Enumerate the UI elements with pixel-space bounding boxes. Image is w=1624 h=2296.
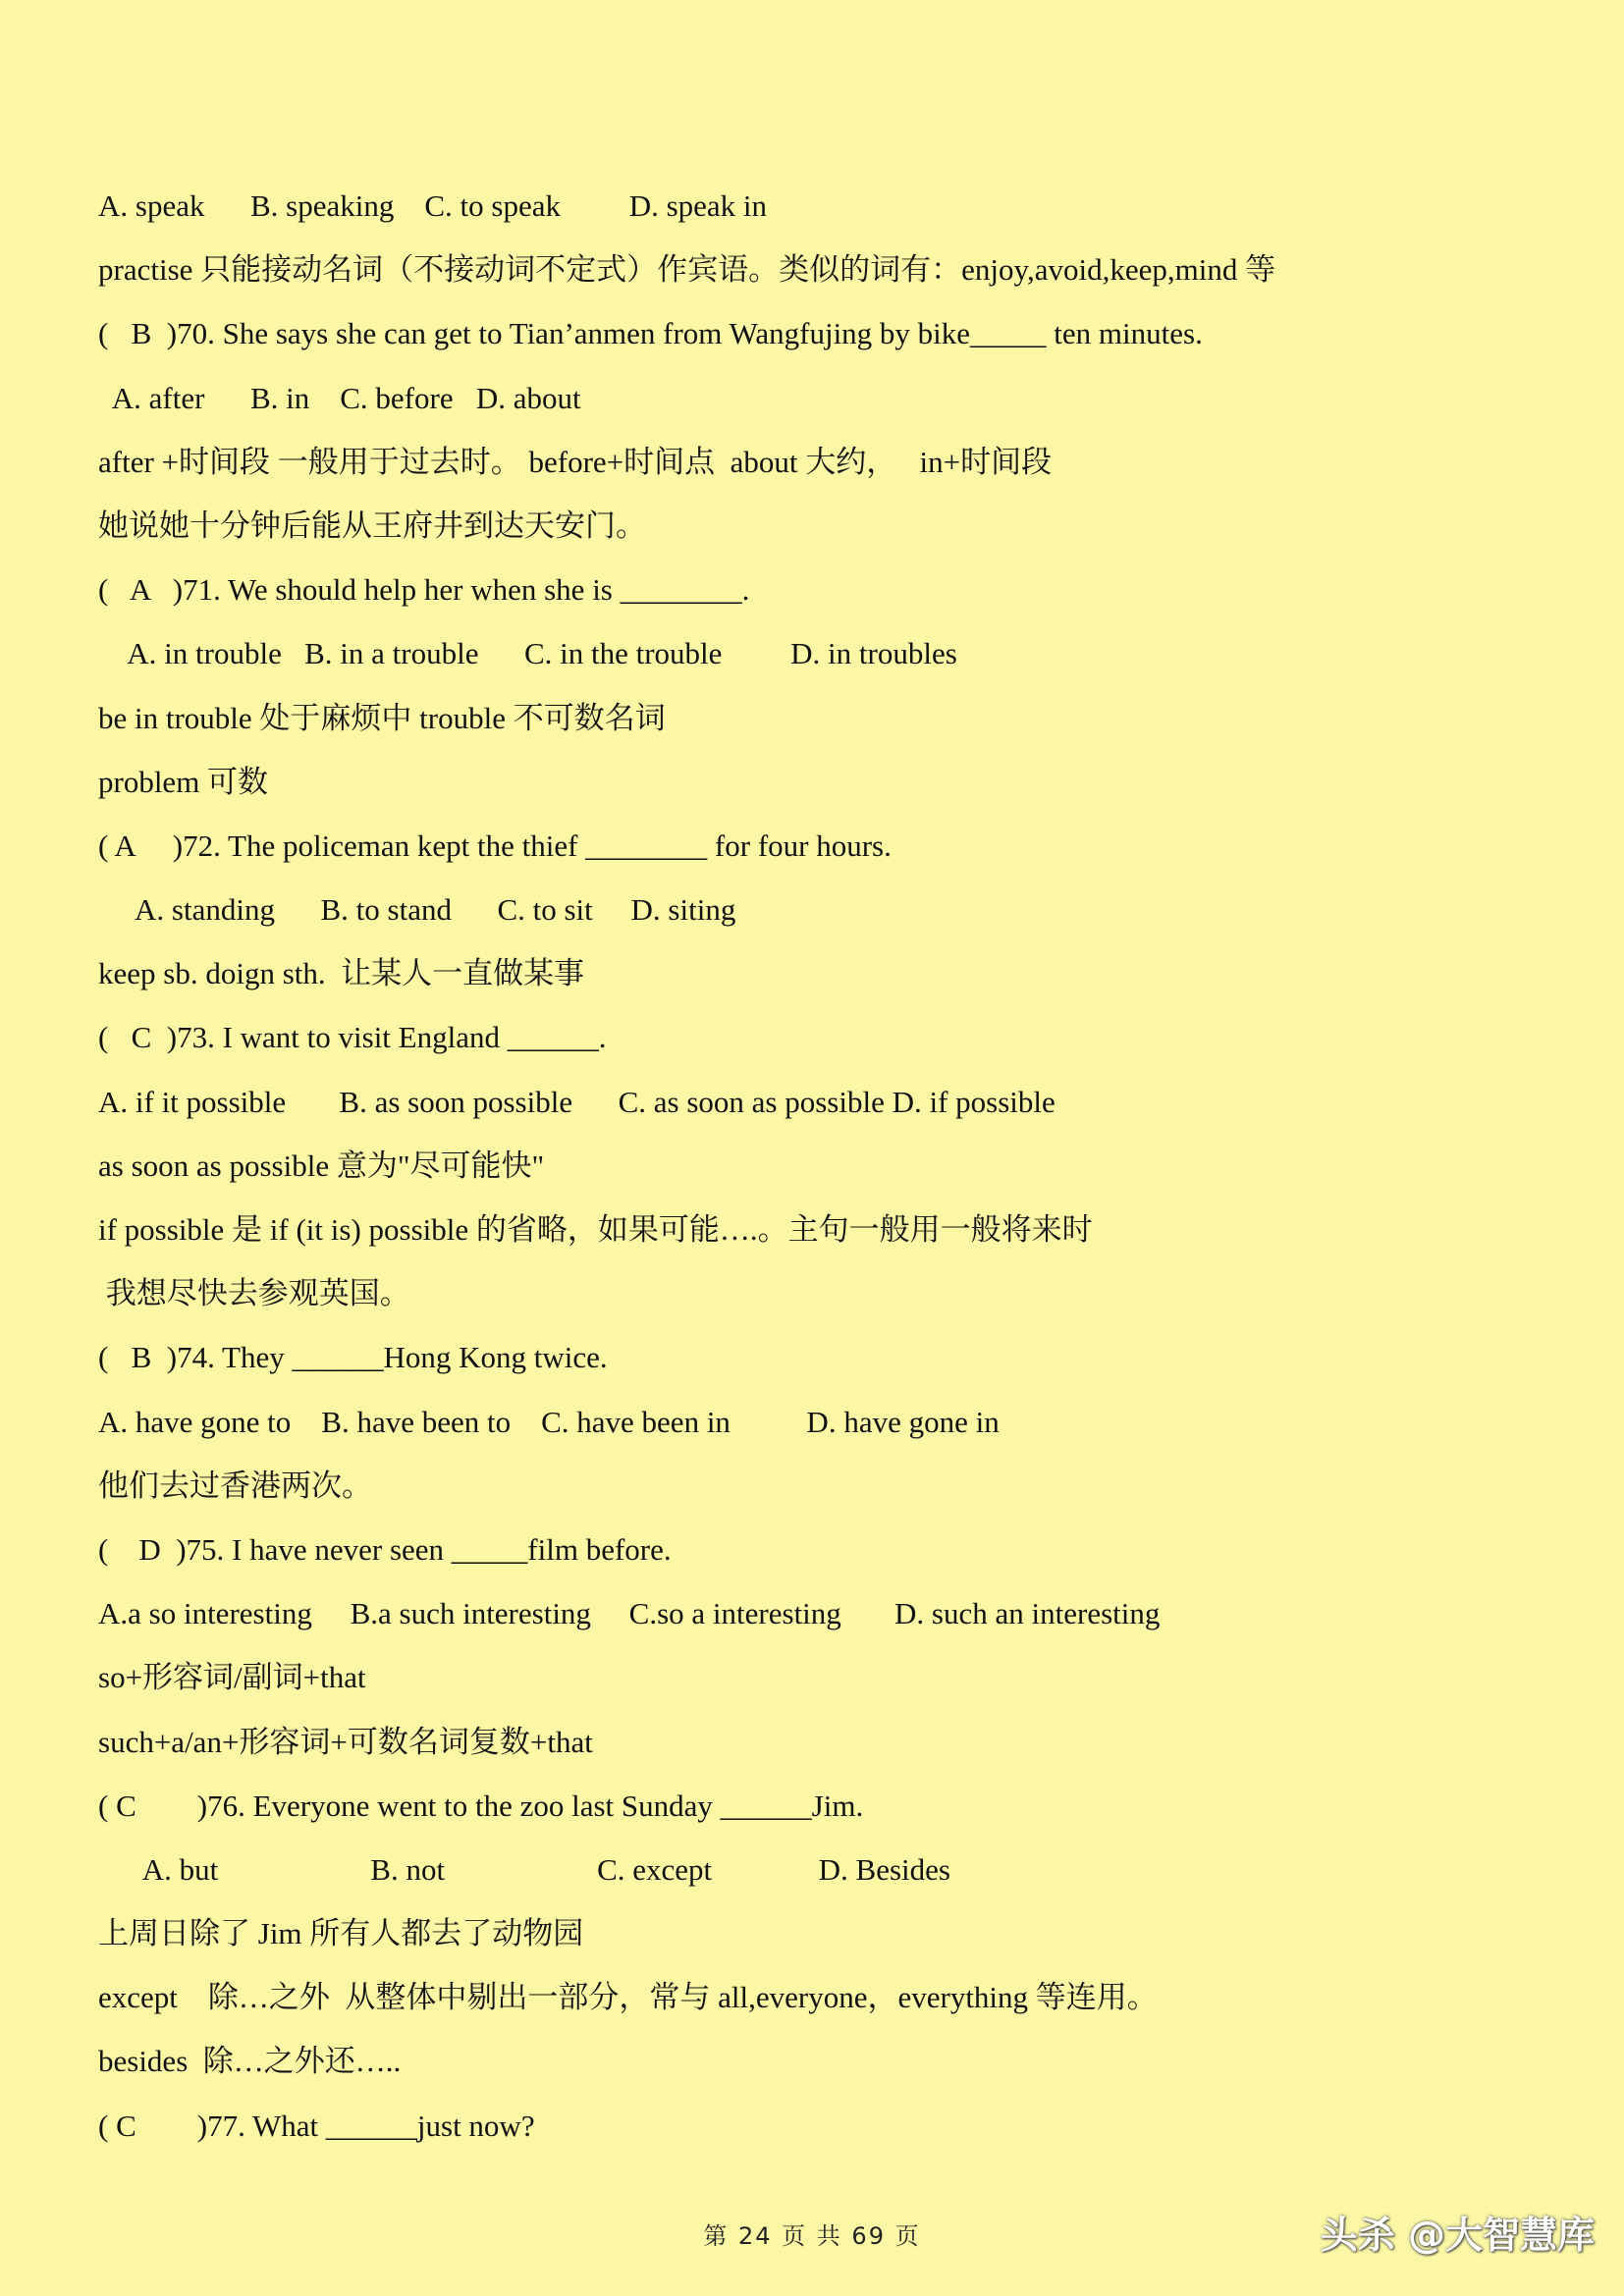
text-line: ( D )75. I have never seen _____film before. <box>98 1531 672 1567</box>
text-line: A. speak B. speaking C. to speak D. speak in <box>98 188 768 223</box>
text-line: A. if it possible B. as soon possible C. as soon as possible D. if possible <box>98 1084 1056 1119</box>
text-line: 她说她十分钟后能从王府井到达天安门。 <box>98 507 646 543</box>
text-line: keep sb. doign sth. 让某人一直做某事 <box>98 956 585 991</box>
text-line: A. in trouble B. in a trouble C. in the trouble D. in troubles <box>98 636 957 671</box>
text-line: ( C )76. Everyone went to the zoo last Sunday ______Jim. <box>98 1788 864 1823</box>
text-line: as soon as possible 意为"尽可能快" <box>98 1148 545 1183</box>
text-line: A. standing B. to stand C. to sit D. siting <box>98 892 736 928</box>
text-line: problem 可数 <box>98 764 269 799</box>
text-line: except 除…之外 从整体中剔出一部分，常与 all,everyone，everything 等连用。 <box>98 1980 1158 2015</box>
text-line: A. after B. in C. before D. about <box>98 380 581 415</box>
page-number-footer: 第 24 页 共 69 页 <box>703 2222 921 2250</box>
text-line: 他们去过香港两次。 <box>98 1468 372 1503</box>
text-line: ( A )71. We should help her when she is ________. <box>98 572 750 608</box>
document-body <box>98 181 1492 2164</box>
text-line: ( A )72. The policeman kept the thief ________ for four hours. <box>98 828 892 863</box>
text-line: if possible 是 if (it is) possible 的省略，如果可能….。主句一般用一般将来时 <box>98 1212 1093 1247</box>
text-line: besides 除…之外还….. <box>98 2044 402 2079</box>
text-line: ( B )74. They ______Hong Kong twice. <box>98 1340 608 1375</box>
text-line: ( B )70. She says she can get to Tian’anmen from Wangfujing by bike_____ ten minutes. <box>98 316 1203 351</box>
text-line: A. have gone to B. have been to C. have been in D. have gone in <box>98 1404 1000 1439</box>
text-line: 上周日除了 Jim 所有人都去了动物园 <box>98 1916 584 1951</box>
text-line: after +时间段 一般用于过去时。 before+时间点 about 大约， in+时间段 <box>98 444 1053 479</box>
text-line: ( C )77. What ______just now? <box>98 2108 535 2143</box>
text-line: 我想尽快去参观英国。 <box>98 1276 410 1311</box>
text-line: A.a so interesting B.a such interesting C.so a interesting D. such an interesting <box>98 1596 1161 1631</box>
text-line: practise 只能接动名词（不接动词不定式）作宾语。类似的词有：enjoy,avoid,keep,mind 等 <box>98 252 1276 288</box>
text-line: so+形容词/副词+that <box>98 1660 366 1695</box>
text-line: A. but B. not C. except D. Besides <box>98 1851 950 1887</box>
text-line: such+a/an+形容词+可数名词复数+that <box>98 1724 593 1759</box>
text-line: ( C )73. I want to visit England ______. <box>98 1020 607 1055</box>
text-line: be in trouble 处于麻烦中 trouble 不可数名词 <box>98 700 666 735</box>
watermark: 头杀 @大智慧库 <box>1320 2214 1595 2257</box>
